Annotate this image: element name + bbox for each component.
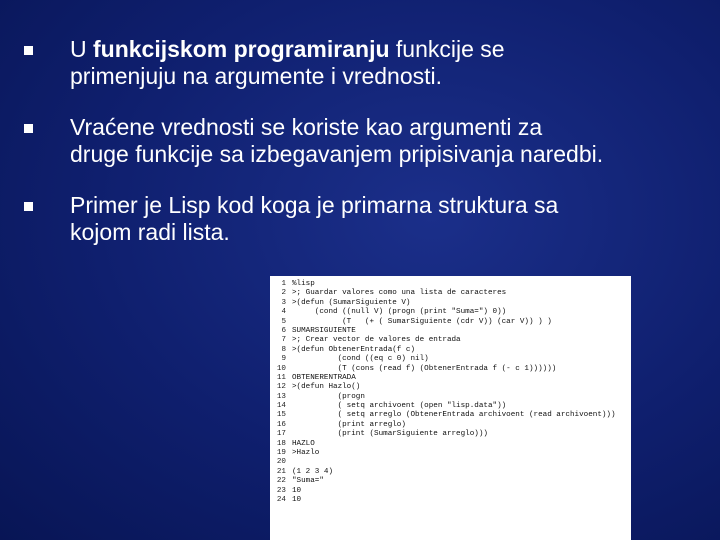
code-line-number: 19 (276, 449, 286, 458)
code-line-number: 21 (276, 467, 286, 476)
code-line-number: 24 (276, 495, 286, 504)
bullet-text-3 (46, 192, 702, 246)
code-line (270, 402, 631, 411)
code-line-text: >(defun Hazlo() (292, 383, 361, 392)
code-line (270, 421, 631, 430)
code-line (270, 468, 631, 477)
code-line-text: (cond ((null V) (progn (print "Suma=") 0)) (292, 308, 507, 317)
code-line-number: 13 (276, 392, 286, 401)
bullet-text-1 (46, 36, 702, 90)
code-line-number: 2 (281, 289, 286, 298)
code-line-text: %lisp (292, 280, 315, 288)
code-line-text: (1 2 3 4) (292, 467, 334, 476)
code-line-text: 10 (292, 486, 302, 495)
code-line (270, 374, 631, 383)
code-line-number: 16 (276, 420, 286, 429)
bullet-2-line1: Vraćene vrednosti se koriste kao argumenti za (70, 114, 543, 140)
code-line (270, 336, 631, 345)
code-line-text: HAZLO (292, 439, 315, 448)
code-line-text: (T (cons (read f) (ObtenerEntrada f (- c 1)))))) (292, 364, 557, 373)
code-line (270, 318, 631, 327)
code-line (270, 308, 631, 317)
code-line-number: 8 (281, 345, 286, 354)
code-line (270, 496, 631, 505)
code-line (270, 289, 631, 298)
bullet-3-line1: Primer je Lisp kod koga je primarna struktura sa (70, 192, 559, 218)
code-line-text: ( setq archivoent (open "lisp.data")) (292, 402, 507, 411)
square-bullet-icon (24, 202, 33, 211)
code-line-number: 17 (276, 430, 286, 439)
square-bullet-icon (24, 124, 33, 133)
code-line-number: 5 (281, 317, 286, 326)
code-line (270, 280, 631, 289)
code-line-text: OBTENERENTRADA (292, 373, 356, 382)
bullet-3-line2: kojom radi lista. (70, 219, 230, 245)
code-line-text: (progn (292, 392, 365, 401)
code-line (270, 346, 631, 355)
code-line-text: SUMARSIGUIENTE (292, 326, 356, 335)
code-line-number: 15 (276, 411, 286, 420)
code-line (270, 440, 631, 449)
code-line (270, 299, 631, 308)
code-line-number: 12 (276, 383, 286, 392)
code-line-text: >(defun (SumarSiguiente V) (292, 298, 411, 307)
code-line-text: >(defun ObtenerEntrada(f c) (292, 345, 416, 354)
bullet-list (22, 36, 702, 246)
code-line (270, 411, 631, 420)
bullet-text-2 (46, 114, 702, 168)
code-line (270, 430, 631, 439)
code-line-text: (print (SumarSiguiente arreglo))) (292, 430, 488, 439)
code-line-text: (cond ((eq c 0) nil) (292, 355, 429, 364)
code-line-number: 1 (281, 280, 286, 288)
code-line-number: 3 (281, 298, 286, 307)
code-line-number: 18 (276, 439, 286, 448)
code-line-text: 10 (292, 495, 302, 504)
code-line-number: 4 (281, 308, 286, 317)
bullet-1-line1-rest: funkcije se (389, 36, 505, 62)
code-line (270, 327, 631, 336)
bullet-1-prefix: U (70, 36, 93, 62)
code-line-number: 14 (276, 402, 286, 411)
code-line (270, 449, 631, 458)
code-line (270, 355, 631, 364)
code-line-text: >; Guardar valores como una lista de caracteres (292, 289, 507, 298)
code-line-text: >; Crear vector de valores de entrada (292, 336, 461, 345)
code-line (270, 477, 631, 486)
bullet-1-line2: primenjuju na argumente i vrednosti. (70, 63, 443, 89)
code-line (270, 383, 631, 392)
code-line-number: 22 (276, 477, 286, 486)
code-line (270, 487, 631, 496)
bullet-item-3 (22, 192, 702, 246)
code-line-number: 11 (276, 373, 286, 382)
code-line-number: 7 (281, 336, 286, 345)
code-line (270, 365, 631, 374)
code-line (270, 393, 631, 402)
bullet-item-1 (22, 36, 702, 90)
code-line-number: 6 (281, 326, 286, 335)
bullet-2-line2: druge funkcije sa izbegavanjem pripisivanja naredbi. (70, 141, 604, 167)
bullet-item-2 (22, 114, 702, 168)
code-line-text: (T (+ ( SumarSiguiente (cdr V)) (car V)) ) ) (292, 317, 552, 326)
lisp-code-screenshot (270, 276, 631, 540)
bullet-1-bold-term: funkcijskom programiranju (93, 36, 390, 62)
code-line-text: ( setq arreglo (ObtenerEntrada archivoent (read archivoent))) (292, 411, 616, 420)
square-bullet-icon (24, 46, 33, 55)
code-line-text: >Hazlo (292, 449, 320, 458)
code-line (270, 458, 631, 467)
code-line-number: 10 (276, 364, 286, 373)
code-line-number: 20 (276, 458, 286, 467)
code-line-text: (print arreglo) (292, 420, 406, 429)
code-line-number: 23 (276, 486, 286, 495)
code-line-text: "Suma=" (292, 477, 324, 486)
code-line-number: 9 (281, 355, 286, 364)
